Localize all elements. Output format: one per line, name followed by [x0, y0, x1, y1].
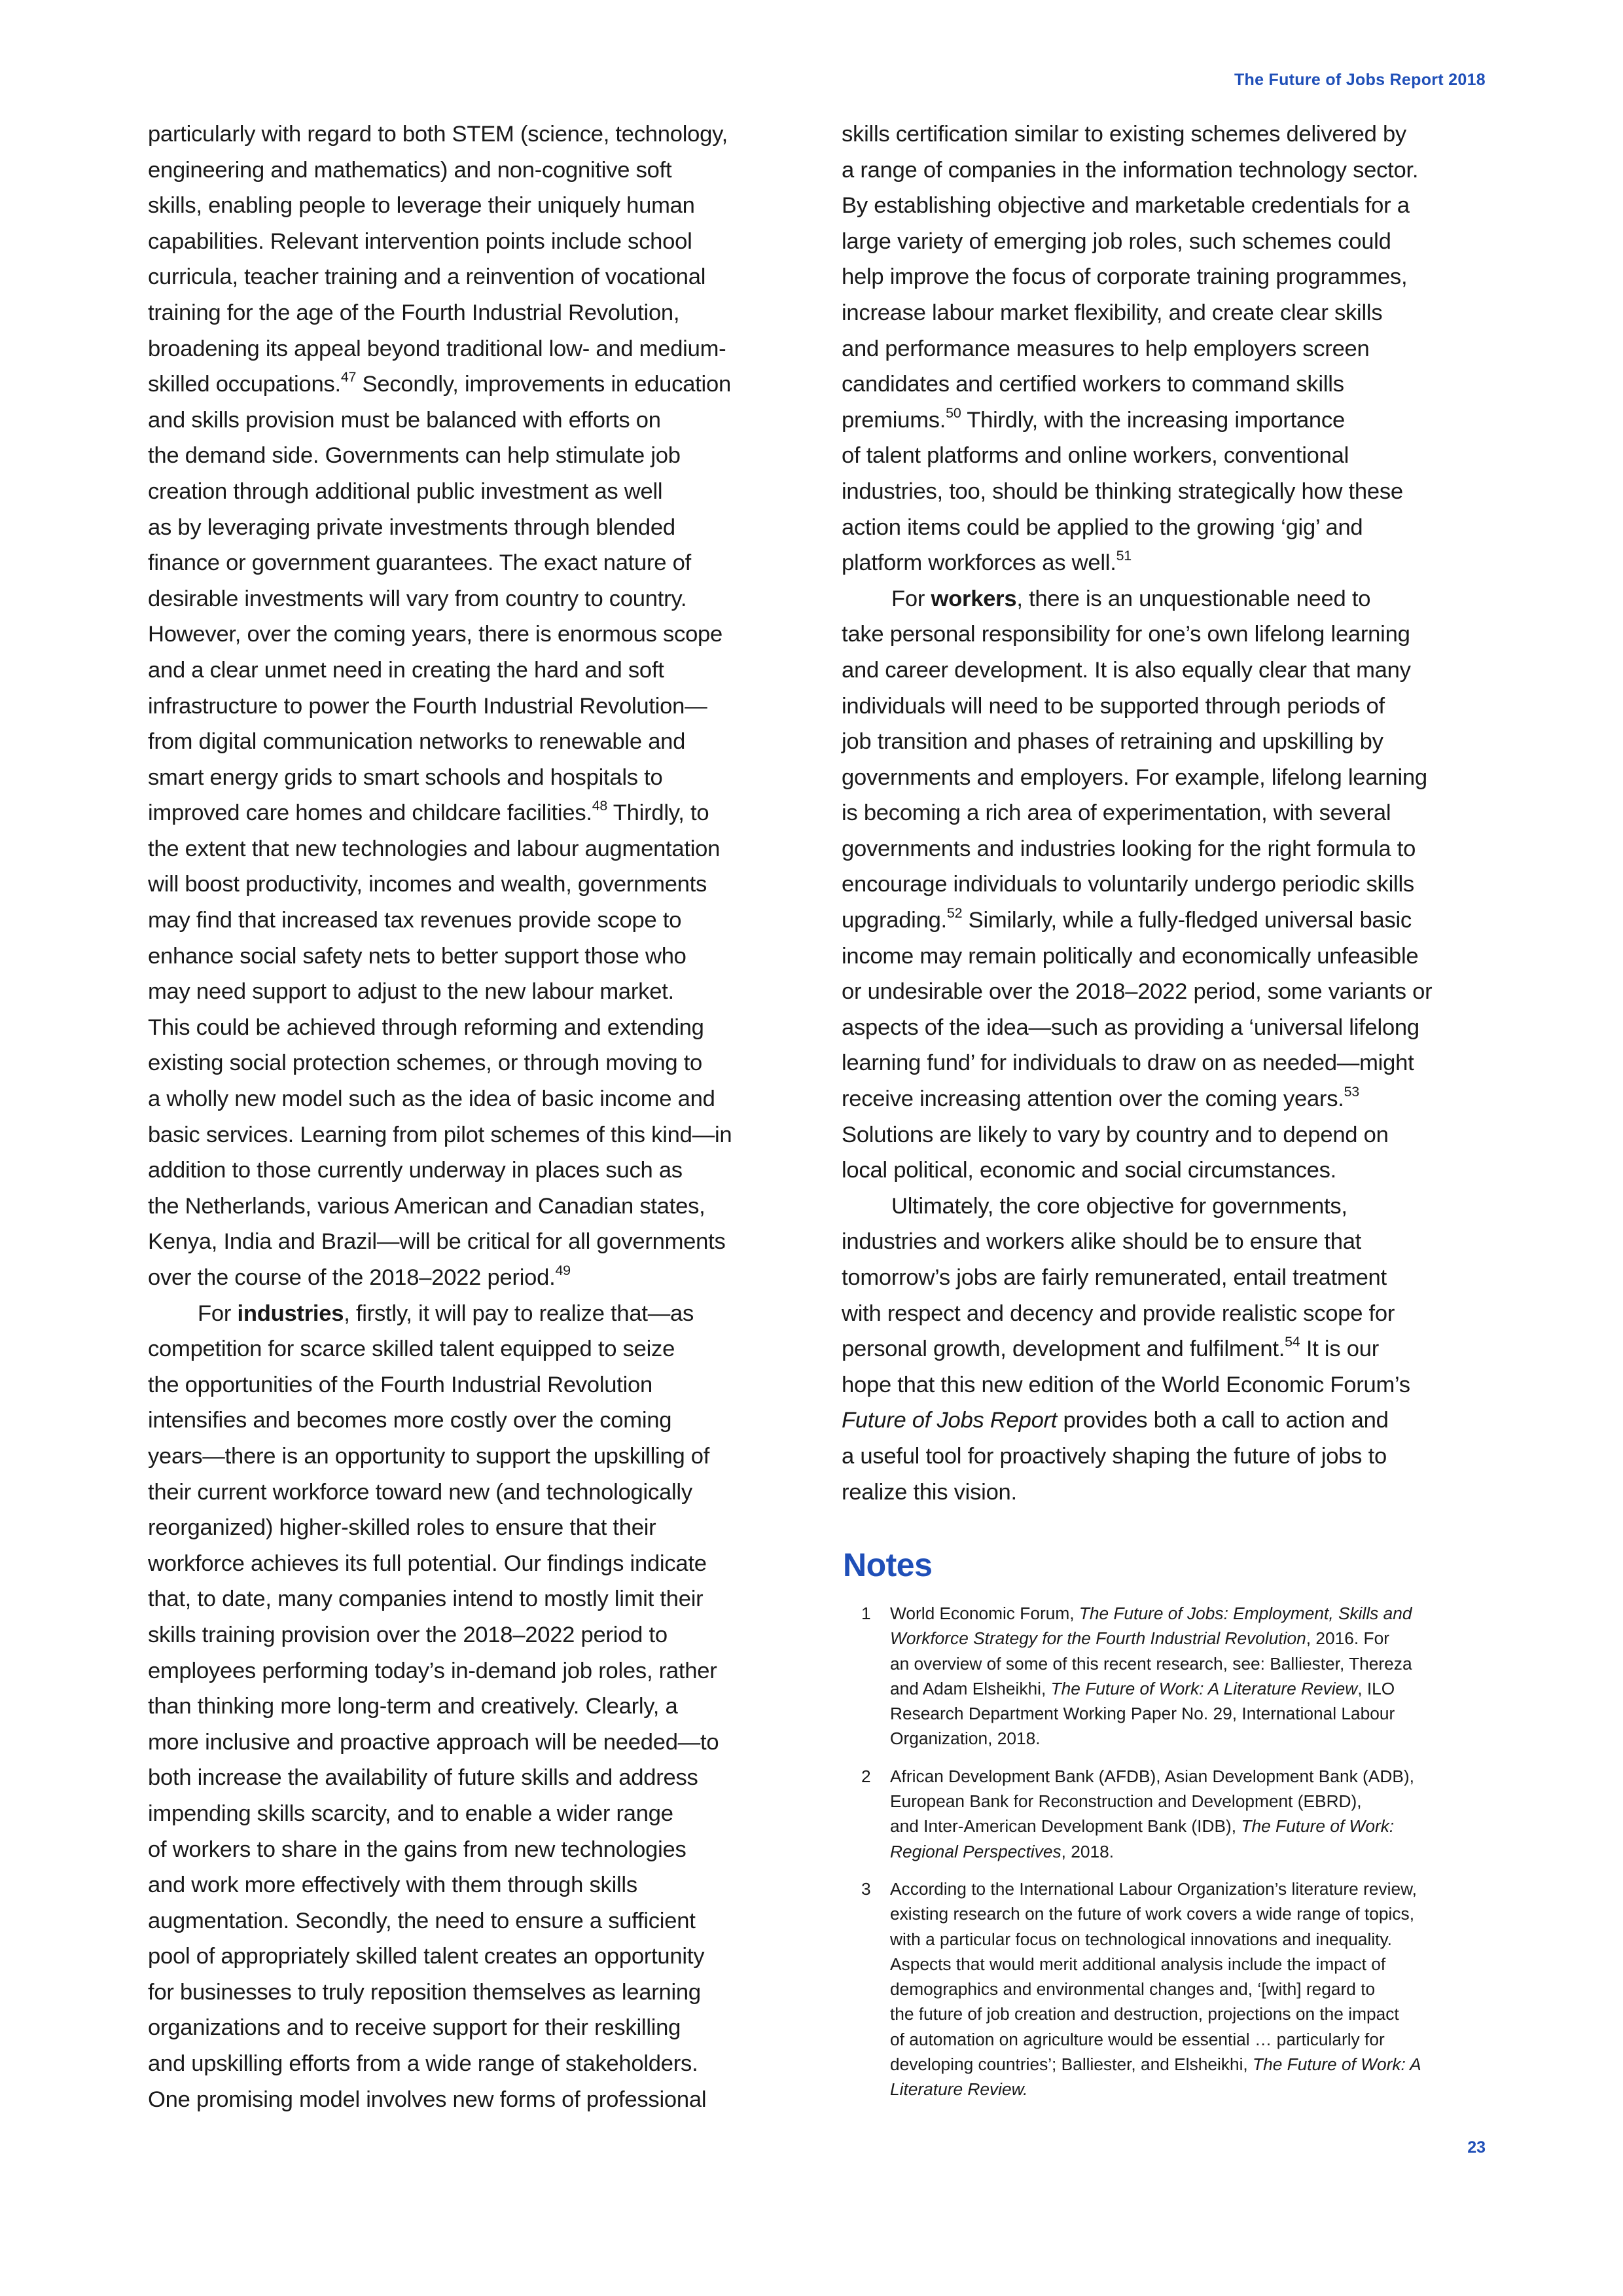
text-line: infrastructure to power the Fourth Industrial Revolution—: [148, 693, 707, 719]
footnote-ref: 49: [555, 1262, 571, 1278]
text-line: Ultimately, the core objective for governments,: [891, 1193, 1347, 1219]
text-line: for businesses to truly reposition themselves as learning: [148, 1979, 701, 2005]
text-run: platform workforces as well.: [842, 550, 1116, 576]
text-line: skills training provision over the 2018–2022 period to: [148, 1622, 668, 1647]
text-line: reorganized) higher-skilled roles to ensure that their: [148, 1515, 656, 1541]
text-line: action items could be applied to the growing ‘gig’ and: [842, 514, 1363, 540]
text-line: industries, too, should be thinking strategically how these: [842, 478, 1403, 504]
note-line: [890, 1814, 1493, 1839]
text-line: [148, 795, 796, 831]
text-line: particularly with regard to both STEM (science, technology,: [148, 122, 728, 147]
text-line: will boost productivity, incomes and wealth, governments: [148, 872, 707, 897]
text-run: and Inter-American Development Bank (IDB),: [890, 1816, 1241, 1837]
note-line: [890, 2052, 1493, 2077]
text-run: Similarly, while a fully-fledged universal basic: [962, 908, 1412, 933]
citation-title: The Future of Work: A: [1253, 2054, 1421, 2075]
body-column-right: [842, 117, 1489, 1510]
text-line: addition to those currently underway in places such as: [148, 1158, 683, 1183]
text-line: a wholly new model such as the idea of basic income and: [148, 1086, 715, 1112]
citation-title: The Future of Work:: [1241, 1816, 1395, 1837]
text-line: [842, 1403, 1489, 1439]
text-line: more inclusive and proactive approach will be needed—to: [148, 1729, 719, 1755]
text-line: enhance social safety nets to better support those who: [148, 943, 687, 969]
text-run: provides both a call to action and: [1057, 1408, 1389, 1433]
note-number: 3: [861, 1878, 871, 1899]
text-line: basic services. Learning from pilot schemes of this kind—in: [148, 1122, 732, 1147]
text-line: creation through additional public investment as well: [148, 478, 663, 504]
text-line: existing social protection schemes, or through moving to: [148, 1050, 703, 1076]
text-line: increase labour market flexibility, and create clear skills: [842, 300, 1383, 325]
note-item: [861, 1601, 1493, 1751]
text-line: smart energy grids to smart schools and hospitals to: [148, 764, 663, 790]
text-run: For: [198, 1300, 238, 1326]
note-item: [861, 1764, 1493, 1864]
running-header: The Future of Jobs Report 2018: [1234, 71, 1486, 89]
footnote-ref: 53: [1344, 1084, 1359, 1100]
note-line: [890, 1626, 1493, 1651]
text-line: However, over the coming years, there is enormous scope: [148, 622, 723, 647]
text-line: individuals will need to be supported through periods of: [842, 693, 1385, 719]
text-line: income may remain politically and economically unfeasible: [842, 943, 1419, 969]
text-line: years—there is an opportunity to support the upskilling of: [148, 1443, 710, 1469]
text-line: governments and employers. For example, lifelong learning: [842, 764, 1427, 790]
text-line: [842, 403, 1489, 439]
note-line: Research Department Working Paper No. 29, International Labour: [890, 1704, 1395, 1724]
text-line: impending skills scarcity, and to enable a wider range: [148, 1801, 673, 1826]
text-line: of workers to share in the gains from new technologies: [148, 1837, 687, 1862]
footnote-ref: 54: [1285, 1334, 1300, 1350]
emphasis-industries: industries: [237, 1300, 344, 1326]
note-line: [890, 1676, 1493, 1701]
text-line: and work more effectively with them through skills: [148, 1873, 637, 1898]
note-line: Organization, 2018.: [890, 1729, 1041, 1749]
text-line: finance or government guarantees. The exact nature of: [148, 550, 691, 576]
footnote-ref: 47: [340, 369, 357, 386]
text-run: , there is an unquestionable need to: [1016, 586, 1371, 611]
text-line: large variety of emerging job roles, such schemes could: [842, 228, 1391, 254]
footnote-ref: 50: [946, 404, 961, 421]
note-text: [890, 1876, 1493, 2102]
note-line: African Development Bank (AFDB), Asian Development Bank (ADB),: [890, 1766, 1414, 1786]
text-run: improved care homes and childcare facilities.: [148, 800, 592, 826]
note-number: 2: [861, 1766, 871, 1786]
text-line: than thinking more long-term and creatively. Clearly, a: [148, 1694, 678, 1719]
text-line: competition for scarce skilled talent equipped to seize: [148, 1336, 675, 1362]
text-line: the extent that new technologies and labour augmentation: [148, 836, 721, 861]
text-line: their current workforce toward new (and technologically: [148, 1479, 692, 1505]
text-line: Kenya, India and Brazil—will be critical for all governments: [148, 1229, 726, 1255]
note-text: [890, 1601, 1493, 1751]
text-line: tomorrow’s jobs are fairly remunerated, entail treatment: [842, 1265, 1387, 1290]
text-line: as by leveraging private investments through blended: [148, 514, 675, 540]
text-line: curricula, teacher training and a reinvention of vocational: [148, 264, 706, 290]
note-line: an overview of some of this recent research, see: Balliester, Thereza: [890, 1653, 1412, 1674]
text-line: may find that increased tax revenues provide scope to: [148, 908, 682, 933]
text-line: and upskilling efforts from a wide range of stakeholders.: [148, 2051, 698, 2077]
text-line: engineering and mathematics) and non-cognitive soft: [148, 157, 672, 183]
text-run: Secondly, improvements in education: [356, 372, 731, 397]
text-line: encourage individuals to voluntarily undergo periodic skills: [842, 872, 1414, 897]
page-number: 23: [1467, 2138, 1486, 2157]
note-number: 1: [861, 1604, 871, 1623]
note-line: the future of job creation and destruction, projections on the impact: [890, 2004, 1399, 2024]
footnote-ref: 52: [946, 905, 963, 922]
text-line: and a clear unmet need in creating the hard and soft: [148, 657, 664, 683]
note-line: existing research on the future of work covers a wide range of topics,: [890, 1904, 1415, 1924]
text-line: job transition and phases of retraining and upskilling by: [842, 729, 1383, 755]
text-line: [148, 1296, 796, 1332]
text-line: This could be achieved through reforming and extending: [148, 1014, 704, 1040]
text-run: It is our: [1300, 1336, 1379, 1362]
text-run: , ILO: [1357, 1678, 1395, 1698]
text-line: the demand side. Governments can help stimulate job: [148, 443, 681, 469]
note-line: demographics and environmental changes and, ‘[with] regard to: [890, 1979, 1376, 2000]
text-line: broadening its appeal beyond traditional low- and medium-: [148, 336, 726, 361]
text-line: skills certification similar to existing schemes delivered by: [842, 122, 1406, 147]
text-line: hope that this new edition of the World Economic Forum’s: [842, 1372, 1410, 1397]
text-line: from digital communication networks to renewable and: [148, 729, 686, 755]
text-run: skilled occupations.: [148, 372, 341, 397]
text-line: [842, 545, 1489, 581]
notes-heading: Notes: [843, 1547, 933, 1583]
text-line: the opportunities of the Fourth Industrial Revolution: [148, 1372, 652, 1397]
text-line: and performance measures to help employers screen: [842, 336, 1370, 361]
text-line: governments and industries looking for the right formula to: [842, 836, 1416, 861]
text-run: receive increasing attention over the coming years.: [842, 1086, 1344, 1112]
text-line: both increase the availability of future skills and address: [148, 1765, 698, 1791]
text-line: and career development. It is also equally clear that many: [842, 657, 1411, 683]
note-line: with a particular focus on technological innovations and inequality.: [890, 1929, 1392, 1949]
note-line: [890, 1601, 1493, 1626]
text-run: over the course of the 2018–2022 period.: [148, 1265, 556, 1290]
text-run: and Adam Elsheikhi,: [890, 1678, 1051, 1698]
note-line: European Bank for Reconstruction and Development (EBRD),: [890, 1791, 1362, 1812]
text-line: [842, 1331, 1489, 1367]
text-line: By establishing objective and marketable credentials for a: [842, 193, 1410, 219]
text-line: workforce achieves its full potential. Our findings indicate: [148, 1551, 707, 1576]
text-run: Thirdly, to: [607, 800, 709, 826]
text-line: may need support to adjust to the new labour market.: [148, 979, 674, 1005]
text-line: aspects of the idea—such as providing a ‘universal lifelong: [842, 1014, 1419, 1040]
note-line: [890, 1839, 1493, 1864]
text-line: help improve the focus of corporate training programmes,: [842, 264, 1408, 290]
text-run: premiums.: [842, 407, 946, 433]
text-line: a useful tool for proactively shaping the future of jobs to: [842, 1443, 1387, 1469]
note-line: of automation on agriculture would be essential … particularly for: [890, 2029, 1385, 2049]
text-line: [148, 367, 796, 403]
text-line: augmentation. Secondly, the need to ensure a sufficient: [148, 1908, 696, 1933]
text-line: [148, 1260, 796, 1296]
citation-title: The Future of Jobs: Employment, Skills and: [1079, 1604, 1412, 1623]
text-line: pool of appropriately skilled talent creates an opportunity: [148, 1944, 705, 1969]
text-line: desirable investments will vary from country to country.: [148, 586, 687, 611]
citation-title: Workforce Strategy for the Fourth Industrial Revolution: [890, 1628, 1306, 1649]
text-run: Thirdly, with the increasing importance: [961, 407, 1345, 433]
text-line: Solutions are likely to vary by country and to depend on: [842, 1122, 1389, 1147]
text-line: intensifies and becomes more costly over the coming: [148, 1408, 672, 1433]
text-line: capabilities. Relevant intervention points include school: [148, 228, 692, 254]
text-run: , 2018.: [1061, 1841, 1115, 1861]
citation-title: The Future of Work: A Literature Review: [1050, 1678, 1358, 1698]
text-run: For: [891, 586, 931, 611]
text-line: is becoming a rich area of experimentation, with several: [842, 800, 1391, 826]
report-title: Future of Jobs Report: [842, 1408, 1058, 1433]
text-run: upgrading.: [842, 908, 947, 933]
text-run: developing countries’; Balliester, and Elsheikhi,: [890, 2054, 1253, 2075]
note-line: Literature Review.: [890, 2079, 1028, 2100]
text-line: learning fund’ for individuals to draw on as needed—might: [842, 1050, 1414, 1076]
text-line: One promising model involves new forms of professional: [148, 2087, 707, 2112]
text-line: with respect and decency and provide realistic scope for: [842, 1300, 1395, 1326]
body-column-left: [148, 117, 796, 2117]
note-line: According to the International Labour Organization’s literature review,: [890, 1878, 1417, 1899]
text-line: training for the age of the Fourth Industrial Revolution,: [148, 300, 680, 325]
text-line: or undesirable over the 2018–2022 period, some variants or: [842, 979, 1433, 1005]
footnote-ref: 51: [1116, 548, 1132, 564]
text-line: employees performing today’s in-demand job roles, rather: [148, 1658, 717, 1683]
footnote-ref: 48: [592, 798, 608, 814]
text-line: realize this vision.: [842, 1479, 1017, 1505]
citation-title: Regional Perspectives: [890, 1841, 1061, 1861]
text-line: take personal responsibility for one’s own lifelong learning: [842, 622, 1410, 647]
note-item: [861, 1876, 1493, 2102]
text-run: World Economic Forum,: [890, 1604, 1079, 1623]
text-line: [842, 1081, 1489, 1117]
text-line: local political, economic and social circumstances.: [842, 1158, 1336, 1183]
text-line: industries and workers alike should be to ensure that: [842, 1229, 1362, 1255]
text-line: that, to date, many companies intend to mostly limit their: [148, 1587, 704, 1612]
text-line: and skills provision must be balanced with efforts on: [148, 407, 661, 433]
text-line: a range of companies in the information technology sector.: [842, 157, 1419, 183]
emphasis-workers: workers: [931, 586, 1017, 611]
note-text: [890, 1764, 1493, 1864]
notes-list: [861, 1601, 1493, 2115]
text-line: [842, 903, 1489, 939]
text-run: , firstly, it will pay to realize that—as: [344, 1300, 694, 1326]
text-line: of talent platforms and online workers, conventional: [842, 443, 1349, 469]
text-line: the Netherlands, various American and Canadian states,: [148, 1193, 705, 1219]
text-line: candidates and certified workers to command skills: [842, 372, 1344, 397]
text-line: skills, enabling people to leverage their uniquely human: [148, 193, 695, 219]
text-line: organizations and to receive support for their reskilling: [148, 2015, 681, 2041]
note-line: Aspects that would merit additional analysis include the impact of: [890, 1954, 1386, 1974]
text-run: , 2016. For: [1306, 1628, 1389, 1649]
text-run: personal growth, development and fulfilment.: [842, 1336, 1285, 1362]
text-line: [842, 581, 1489, 617]
